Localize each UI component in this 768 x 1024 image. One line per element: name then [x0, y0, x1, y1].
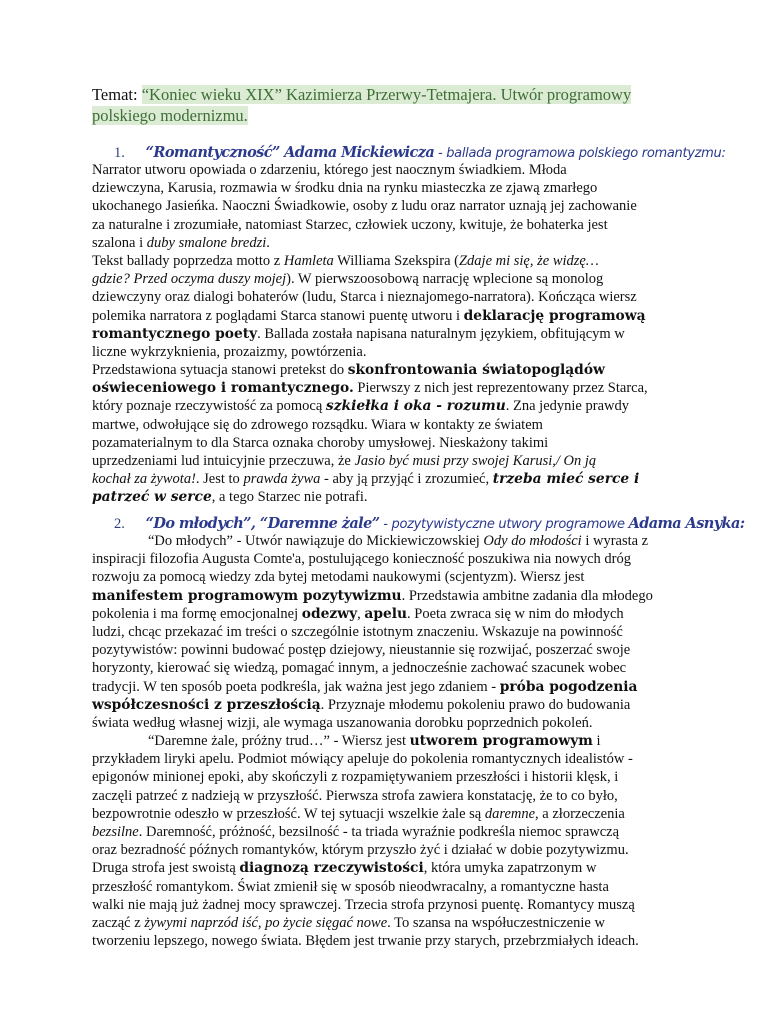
text-run: przykładem liryki apelu. Podmiot mówiący apeluje do pokolenia romantycznych idealistów -: [92, 751, 633, 768]
text-run: rozwoju za pomocą wiedzy zda bytej metodami naukowymi (scjentyzm). Wiersz jest: [92, 569, 585, 586]
text-line: [92, 434, 682, 452]
text-line: [92, 659, 682, 677]
italic-run: Ody do młodości: [483, 533, 582, 549]
text-line: [92, 343, 682, 361]
bold-run: oświeceniowego i romantycznego.: [92, 380, 354, 397]
text-run: . Zna jedynie prawdy: [505, 398, 629, 415]
bold-run: współczesności z przeszłością: [92, 696, 321, 713]
text-run: - aby ją przyjąć i zrozumieć,: [320, 471, 493, 488]
text-run: . Przedstawia ambitne zadania dla młodego: [401, 587, 653, 604]
text-run: ludzi, chcąc przekazać im treści o szczególnie istotnym znaczeniu. Wskazuje na powinność: [92, 623, 623, 640]
bold-run: trzeba mieć serce i: [492, 471, 640, 488]
text-line: [92, 288, 682, 306]
text-line: [92, 714, 682, 732]
title-highlight-2: polskiego modernizmu.: [92, 106, 248, 125]
text-run: ). W pierwszoosobową narrację wplecione są monolog: [286, 271, 604, 288]
text-line: [92, 416, 682, 434]
text-run: przeszłość romantykom. Świat zmienił się w sposób nieodwracalny, a romantyczne hasta: [92, 878, 609, 895]
text-run: zacząć z: [92, 914, 145, 931]
text-line: [92, 488, 682, 506]
text-run: pozamaterialnym to dla Starca oznaka choroby umysłowej. Nieskażony takimi: [92, 434, 549, 451]
text-run: . Poeta zwraca się w nim do młodych: [407, 605, 624, 622]
bold-run: romantycznego poety: [92, 325, 258, 342]
text-run: Narrator utworu opowiada o zdarzeniu, którego jest naocznym świadkiem. Młoda: [92, 162, 567, 178]
text-line: [92, 605, 682, 623]
section-2-title: “Do młodych”, “Daremne żale”: [145, 515, 380, 532]
text-run: . Daremność, próżność, bezsilność - ta triada wyraźnie podkreśla niemoc sprawczą: [138, 824, 620, 840]
text-line: [92, 452, 682, 470]
bold-run: apelu: [364, 605, 408, 622]
bold-run: szkiełka i oka - rozumu: [325, 398, 506, 415]
italic-run: Jasio być musi przy swojej Karusi,/ On ją: [354, 453, 597, 469]
italic-run: Hamleta: [283, 252, 334, 269]
text-run: horyzonty, kierować się wiedzą, pomagać innym, a jednocześnie zachować szacunek wobec: [92, 660, 627, 677]
text-line: [92, 587, 682, 605]
title-prefix: Temat:: [92, 85, 142, 104]
section-1-body: [92, 161, 682, 507]
text-line: [92, 823, 682, 841]
text-run: . Ballada została napisana naturalnym językiem, obfitującym w: [257, 325, 625, 342]
italic-run: duby smalone bredzi: [146, 234, 267, 251]
text-run: Druga strofa jest swoistą: [92, 860, 240, 877]
section-2-author: Adama Asnyka: [628, 515, 740, 532]
section-1-description: - ballada programowa polskiego romantyzmu:: [434, 146, 726, 161]
bold-run: patrzeć w serce: [92, 489, 212, 506]
text-line: [92, 179, 682, 197]
bold-run: diagnozą rzeczywistości: [239, 860, 424, 877]
bold-run: deklarację programową: [463, 307, 646, 324]
text-line: [92, 216, 682, 234]
text-run: zaczęli patrzeć z nadzieją w przyszłość. Pierwsza strofa zawiera konstatację, że to co było,: [92, 787, 618, 804]
text-run: . Przyznaje młodemu pokoleniu prawo do budowania: [320, 696, 631, 713]
text-line: [92, 696, 682, 714]
text-run: , która umyka zapatrzonym w: [423, 860, 597, 877]
text-run: “Do młodych” - Utwór nawiązuje do Mickiewiczowskiej: [148, 533, 484, 549]
text-run: polemika narratora z poglądami Starca stanowi puentę utworu i: [92, 307, 464, 324]
text-run: oraz bezradność późnych romantyków, którym przyszło żyć i działać w dobie pozytywizmu.: [92, 842, 629, 859]
text-line: [92, 750, 682, 768]
bold-run: próba pogodzenia: [499, 678, 638, 695]
document-title: [92, 84, 692, 126]
section-2-body: [92, 532, 682, 950]
text-run: martwe, odwołujące się do zdrowego rozsądku. Wiara w kontakty ze światem: [92, 416, 543, 433]
text-run: uprzedzeniami lud intuicyjnie przeczuwa, że: [92, 453, 355, 469]
text-line: [92, 550, 682, 568]
bold-run: odezwy: [301, 605, 358, 622]
text-run: , a złorzeczenia: [535, 805, 625, 822]
italic-run: gdzie? Przed oczyma duszy mojej: [92, 271, 287, 288]
text-line: [92, 859, 682, 877]
text-line: [92, 841, 682, 859]
section-2-number: 2.: [114, 516, 125, 532]
text-run: dziewczyna, Karusia, rozmawia w środku dnia na rynku miasteczka ze zjawą zmarłego: [92, 180, 598, 197]
text-run: świata według własnej wizji, ale wymaga uszanowania dorobku poprzednich pokoleń.: [92, 714, 593, 731]
text-run: . Jest to: [195, 471, 244, 488]
text-line: [92, 307, 682, 325]
text-run: “Daremne żale, próżny trud…” - Wiersz jest: [148, 733, 410, 750]
text-run: który poznaje rzeczywistość za pomocą: [92, 398, 326, 415]
text-run: inspiracji filozofia Augusta Comte'a, postulującego konieczność poszukiwa nia nowych dróg: [92, 551, 631, 568]
text-line: [92, 361, 682, 379]
text-run: Williama Szekspira (: [333, 252, 459, 269]
text-line: [92, 234, 682, 252]
text-line: [92, 568, 682, 586]
text-run: ukochanego Jasieńka. Naoczni Świadkowie, osoby z ludu oraz narrator uznają jej zachowanie: [92, 198, 637, 215]
text-line: [92, 787, 682, 805]
text-line: [92, 878, 682, 896]
text-run: i: [592, 733, 601, 750]
text-line: [92, 623, 682, 641]
text-run: tworzeniu lepszego, nowego świata. Błędem jest trwanie przy starych, przebrzmiałych ideach.: [92, 933, 639, 950]
text-run: bezpowrotnie odeszło w przeszłość. W tej sytuacji wszelkie żale są: [92, 805, 485, 822]
text-run: Pierwszy z nich jest reprezentowany przez Starca,: [353, 380, 648, 397]
italic-run: prawda żywa: [243, 471, 321, 488]
text-line: [92, 896, 682, 914]
text-line: [92, 678, 682, 696]
bold-run: skonfrontowania światopoglądów: [347, 362, 605, 379]
text-line: [92, 325, 682, 343]
text-run: i wyrasta z: [581, 533, 649, 549]
text-line: [92, 732, 682, 750]
text-line: [92, 470, 682, 488]
text-line: [92, 252, 682, 270]
italic-run: daremne: [484, 805, 536, 822]
text-line: [92, 641, 682, 659]
italic-run: kochał za żywota!: [92, 471, 196, 488]
bold-run: utworem programowym: [409, 733, 593, 750]
text-line: [92, 270, 682, 288]
text-line: [92, 932, 682, 950]
text-line: [92, 532, 682, 550]
text-line: [92, 161, 682, 179]
text-run: .: [266, 234, 270, 251]
text-run: walki nie mają już żadnej mocy sprawczej. Trzecia strofa przynosi puentę. Romantycy muszą: [92, 896, 635, 913]
text-run: dziewczyny oraz dialogi bohaterów (ludu, Starca i nieznajomego-narratora). Kończąca wiersz: [92, 289, 637, 306]
italic-run: bezsilne: [92, 824, 139, 840]
text-run: pozytywistów: powinni budować postęp dziejowy, nieustannie się rozwijać, poszerzać swoje: [92, 642, 631, 659]
italic-run: żywymi naprzód iść, po życie sięgać nowe: [144, 914, 388, 931]
text-line: [92, 768, 682, 786]
text-run: ,: [357, 605, 365, 622]
italic-run: Zdaje mi się, że widzę…: [458, 252, 599, 269]
text-line: [92, 914, 682, 932]
title-highlight-1: “Koniec wieku XIX” Kazimierza Przerwy-Tetmajera. Utwór programowy: [141, 85, 632, 104]
section-1-number: 1.: [114, 145, 125, 161]
text-run: szalona i: [92, 234, 147, 251]
text-line: [92, 197, 682, 215]
text-run: liczne wykrzyknienia, prozaizmy, powtórzenia.: [92, 343, 367, 360]
text-run: pokolenia i ma formę emocjonalnej: [92, 605, 302, 622]
text-run: . To szansa na współuczestniczenie w: [387, 914, 605, 931]
text-line: [92, 397, 682, 415]
text-run: Tekst ballady poprzedza motto z: [92, 252, 284, 269]
text-run: za naturalne i zrozumiałe, natomiast Starzec, człowiek uczony, kwituje, że bohaterka jest: [92, 216, 608, 233]
text-run: Przedstawiona sytuacja stanowi pretekst do: [92, 362, 348, 379]
section-1-title: “Romantyczność” Adama Mickiewicza: [145, 144, 435, 161]
text-line: [92, 379, 682, 397]
text-run: tradycji. W ten sposób poeta podkreśla, jak ważna jest jego zdaniem -: [92, 678, 500, 695]
text-run: , a tego Starzec nie potrafi.: [211, 489, 368, 506]
section-2-colon: :: [739, 515, 745, 532]
text-line: [92, 805, 682, 823]
section-2-description: - pozytywistyczne utwory programowe: [379, 517, 629, 532]
bold-run: manifestem programowym pozytywizmu: [92, 587, 402, 604]
text-run: epigonów minionej epoki, aby skończyli z rozpamiętywaniem przeszłości i historii klęsk, i: [92, 769, 619, 786]
